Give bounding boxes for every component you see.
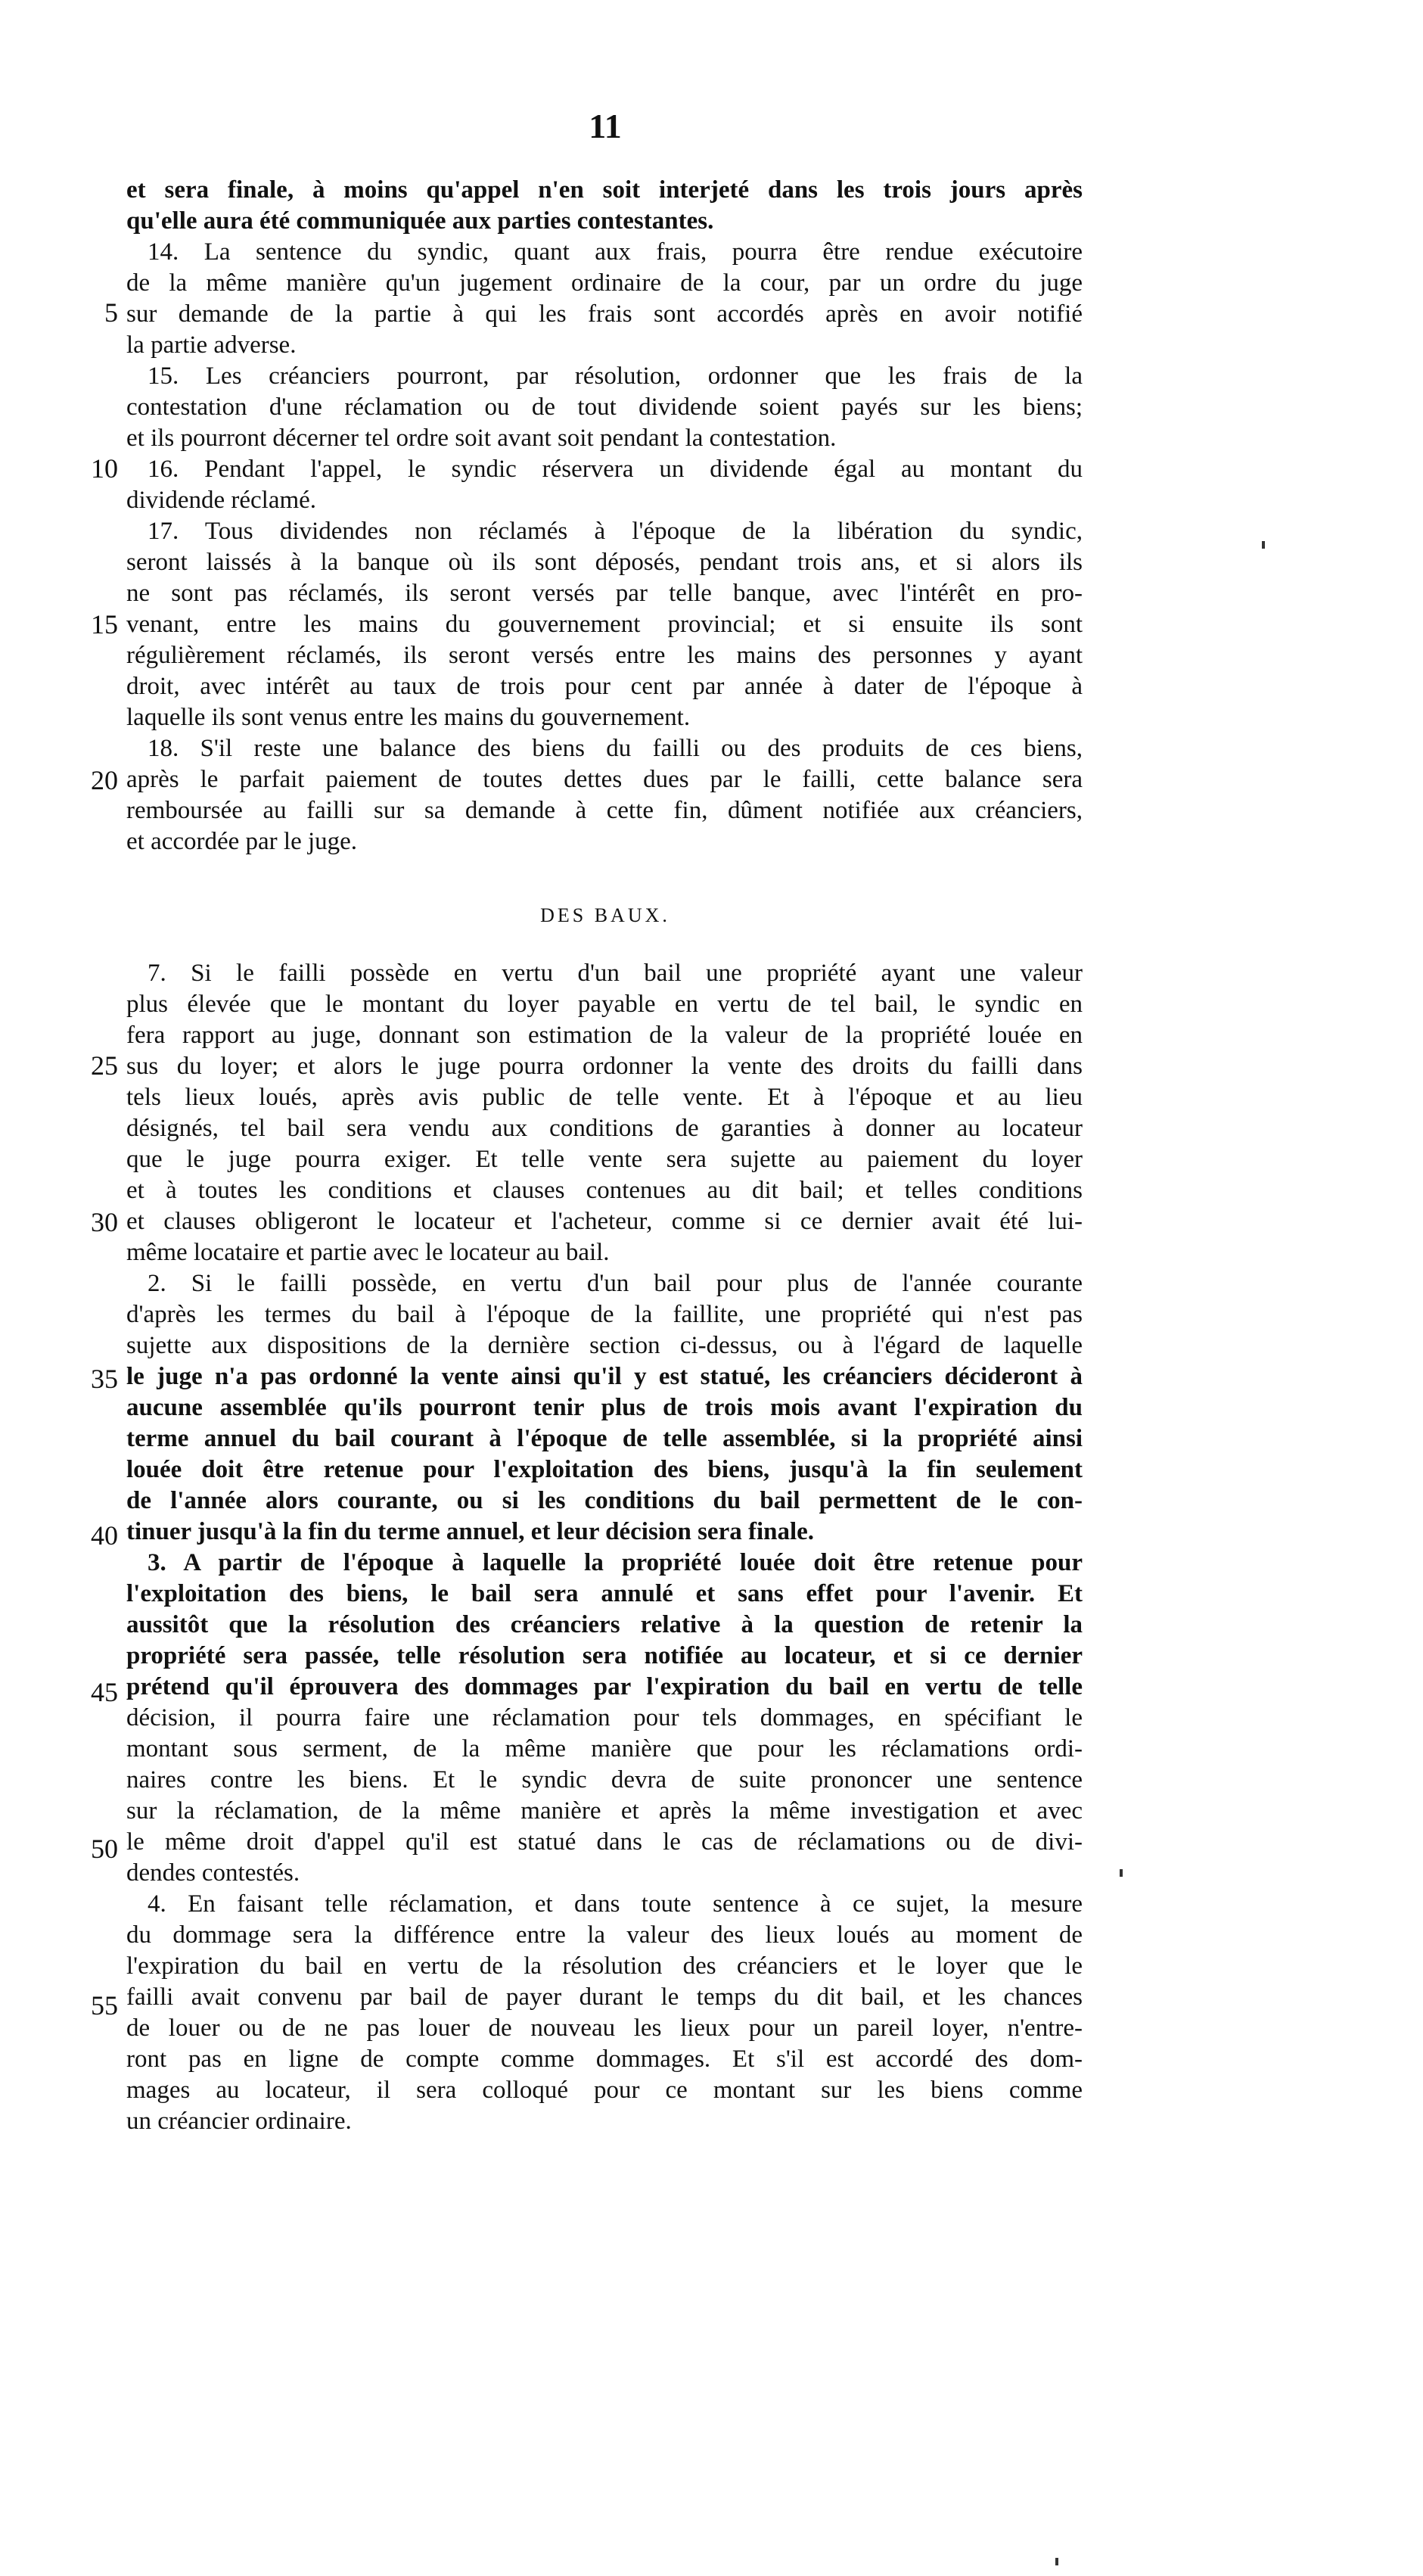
text-line: plus élevée que le montant du loyer payable en vertu de tel bail, le syndic en — [126, 991, 1083, 1018]
text-line: sus du loyer; et alors le juge pourra ordonner la vente des droits du failli dans — [126, 1053, 1083, 1080]
scan-speck — [1262, 541, 1265, 549]
scan-speck — [1055, 2558, 1058, 2565]
text-line: ront pas en ligne de compte comme dommages. Et s'il est accordé des dom- — [126, 2046, 1083, 2073]
line-number-40: 40 — [91, 1520, 118, 1551]
text-line: tels lieux loués, après avis public de telle vente. Et à l'époque et au lieu — [126, 1084, 1083, 1111]
line-number-35: 35 — [91, 1364, 118, 1394]
text-line: et accordée par le juge. — [126, 828, 358, 855]
text-line: 4. En faisant telle réclamation, et dans toute sentence à ce sujet, la mesure — [148, 1890, 1083, 1918]
text-line: d'après les termes du bail à l'époque de la faillite, une propriété qui n'est pas — [126, 1301, 1083, 1328]
line-number-30: 30 — [91, 1207, 118, 1237]
text-line: le même droit d'appel qu'il est statué dans le cas de réclamations ou de divi- — [126, 1828, 1083, 1856]
text-line: 7. Si le failli possède en vertu d'un bail une propriété ayant une valeur — [148, 960, 1083, 987]
text-line: fera rapport au juge, donnant son estimation de la valeur de la propriété louée en — [126, 1022, 1083, 1049]
text-line: sur la réclamation, de la même manière et après la même investigation et avec — [126, 1797, 1083, 1825]
line-number-5: 5 — [104, 297, 118, 328]
text-line: naires contre les biens. Et le syndic devra de suite prononcer une sentence — [126, 1766, 1083, 1794]
text-line: et clauses obligeront le locateur et l'acheteur, comme si ce dernier avait été lui- — [126, 1208, 1083, 1235]
text-line: de la même manière qu'un jugement ordinaire de la cour, par un ordre du juge — [126, 269, 1083, 297]
text-line: ne sont pas réclamés, ils seront versés par telle banque, avec l'intérêt en pro- — [126, 580, 1083, 607]
page-number: 11 — [589, 107, 622, 145]
text-line: sur demande de la partie à qui les frais sont accordés après en avoir notifié — [126, 300, 1083, 328]
text-line: prétend qu'il éprouvera des dommages par l'expiration du bail en vertu de telle — [126, 1673, 1083, 1700]
text-line: et à toutes les conditions et clauses contenues au dit bail; et telles conditions — [126, 1177, 1083, 1204]
text-line: contestation d'une réclamation ou de tout dividende soient payés sur les biens; — [126, 394, 1083, 421]
text-line: l'expiration du bail en vertu de la résolution des créanciers et le loyer que le — [126, 1952, 1083, 1980]
text-line: louée doit être retenue pour l'exploitation des biens, jusqu'à la fin seulement — [126, 1456, 1083, 1483]
text-line: montant sous serment, de la même manière que pour les réclamations ordi- — [126, 1735, 1083, 1762]
text-line: décision, il pourra faire une réclamation pour tels dommages, en spécifiant le — [126, 1704, 1083, 1731]
text-line: tinuer jusqu'à la fin du terme annuel, et leur décision sera finale. — [126, 1518, 815, 1545]
line-number-15: 15 — [91, 609, 118, 639]
text-line: failli avait convenu par bail de payer durant le temps du dit bail, et les chances — [126, 1983, 1083, 2011]
text-line: terme annuel du bail courant à l'époque de telle assemblée, si la propriété ainsi — [126, 1425, 1083, 1452]
text-line: après le parfait paiement de toutes dettes dues par le failli, cette balance sera — [126, 766, 1083, 793]
line-number-10: 10 — [91, 453, 118, 484]
text-line: droit, avec intérêt au taux de trois pour cent par année à dater de l'époque à — [126, 673, 1083, 700]
text-line: 3. A partir de l'époque à laquelle la propriété louée doit être retenue pour — [148, 1549, 1083, 1576]
text-line: 17. Tous dividendes non réclamés à l'époque de la libération du syndic, — [148, 518, 1083, 545]
text-line: 18. S'il reste une balance des biens du failli ou des produits de ces biens, — [148, 735, 1083, 762]
text-line: l'exploitation des biens, le bail sera annulé et sans effet pour l'avenir. Et — [126, 1580, 1083, 1607]
text-line: 14. La sentence du syndic, quant aux frais, pourra être rendue exécutoire — [148, 238, 1083, 266]
text-line: même locataire et partie avec le locateur au bail. — [126, 1239, 610, 1266]
text-line: seront laissés à la banque où ils sont déposés, pendant trois ans, et si alors ils — [126, 549, 1083, 576]
text-line: du dommage sera la différence entre la valeur des lieux loués au moment de — [126, 1921, 1083, 1949]
text-line: dendes contestés. — [126, 1859, 300, 1887]
text-line: et ils pourront décerner tel ordre soit avant soit pendant la contestation. — [126, 425, 837, 452]
text-line: 16. Pendant l'appel, le syndic réservera un dividende égal au montant du — [148, 456, 1083, 483]
line-number-55: 55 — [91, 1990, 118, 2021]
line-number-50: 50 — [91, 1834, 118, 1864]
line-number-45: 45 — [91, 1677, 118, 1707]
text-line: remboursée au failli sur sa demande à cette fin, dûment notifiée aux créanciers, — [126, 797, 1083, 824]
text-line: de l'année alors courante, ou si les conditions du bail permettent de le con- — [126, 1487, 1083, 1514]
text-line: désignés, tel bail sera vendu aux conditions de garanties à donner au locateur — [126, 1115, 1083, 1142]
text-line: 2. Si le failli possède, en vertu d'un bail pour plus de l'année courante — [148, 1270, 1083, 1297]
line-number-20: 20 — [91, 765, 118, 795]
line-number-25: 25 — [91, 1050, 118, 1081]
text-line: aussitôt que la résolution des créanciers relative à la question de retenir la — [126, 1611, 1083, 1638]
text-line: le juge n'a pas ordonné la vente ainsi qu'il y est statué, les créanciers décideront à — [126, 1363, 1083, 1390]
text-line: aucune assemblée qu'ils pourront tenir plus de trois mois avant l'expiration du — [126, 1394, 1083, 1421]
section-heading: DES BAUX. — [540, 904, 670, 926]
scan-speck — [1120, 1869, 1123, 1877]
text-line: mages au locateur, il sera colloqué pour ce montant sur les biens comme — [126, 2077, 1083, 2104]
text-line: et sera finale, à moins qu'appel n'en soit interjeté dans les trois jours après — [126, 176, 1083, 204]
text-line: sujette aux dispositions de la dernière section ci-dessus, ou à l'égard de laquelle — [126, 1332, 1083, 1359]
text-line: dividende réclamé. — [126, 487, 317, 514]
text-line: que le juge pourra exiger. Et telle vente sera sujette au paiement du loyer — [126, 1146, 1083, 1173]
text-line: qu'elle aura été communiquée aux parties contestantes. — [126, 207, 714, 235]
text-line: laquelle ils sont venus entre les mains du gouvernement. — [126, 704, 691, 731]
text-line: de louer ou de ne pas louer de nouveau les lieux pour un pareil loyer, n'entre- — [126, 2014, 1083, 2042]
text-line: venant, entre les mains du gouvernement provincial; et si ensuite ils sont — [126, 611, 1083, 638]
text-line: la partie adverse. — [126, 331, 297, 359]
text-line: un créancier ordinaire. — [126, 2108, 352, 2135]
text-line: 15. Les créanciers pourront, par résolution, ordonner que les frais de la — [148, 362, 1083, 390]
text-line: régulièrement réclamés, ils seront versés entre les mains des personnes y ayant — [126, 642, 1083, 669]
text-line: propriété sera passée, telle résolution sera notifiée au locateur, et si ce dernier — [126, 1642, 1083, 1669]
